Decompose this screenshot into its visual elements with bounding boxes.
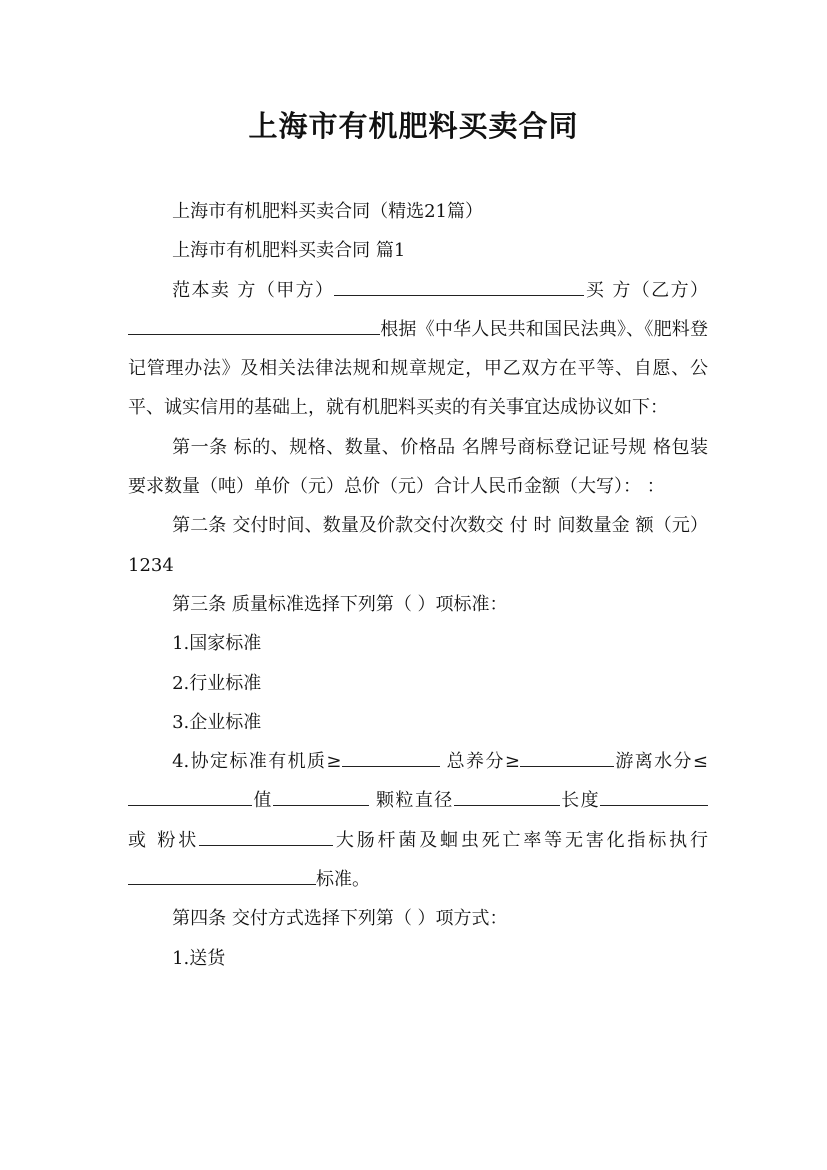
preamble-text: 根据《中华人民共和国民法典》、《肥料登记管理办法》及相关法律法规和规章规定，甲乙双方在平等、自愿、公平、诚实信用的基础上，就有机肥料买卖的有关事宜达成协议如下： (128, 318, 708, 419)
quality-option-2: 2.行业标准 (172, 672, 262, 694)
powder-label: 或 粉状 (128, 829, 200, 851)
powder-blank (199, 826, 333, 846)
document-body (128, 192, 708, 978)
particle-diameter-label: 颗粒直径 (368, 790, 454, 812)
harmless-index-label: 大肠杆菌及蛔虫死亡率等无害化指标执行 (333, 829, 708, 851)
total-nutrient-label: 总养分≥ (439, 751, 520, 773)
particle-diameter-blank (454, 787, 560, 807)
length-blank (600, 787, 708, 807)
preamble-paragraph (128, 271, 708, 428)
organic-matter-blank (342, 747, 440, 767)
length-label: 长度 (559, 790, 600, 812)
organic-matter-label: 4.协定标准有机质≥ (172, 751, 342, 773)
free-water-label: 游离水分≤ (613, 751, 708, 773)
standard-suffix: 标准。 (316, 869, 370, 891)
free-water-blank (128, 787, 252, 807)
quality-option-1: 1.国家标准 (172, 633, 262, 655)
document-title: 上海市有机肥料买卖合同 (248, 109, 579, 143)
buyer-blank (128, 315, 380, 335)
article-4: 第四条 交付方式选择下列第（ ）项方式： (172, 908, 508, 930)
quality-option-4 (128, 742, 708, 899)
quality-option-3: 3.企业标准 (172, 711, 262, 733)
harmless-standard-blank (128, 865, 316, 885)
section-heading: 上海市有机肥料买卖合同 篇1 (172, 240, 406, 262)
value-blank (273, 787, 369, 807)
article-3: 第三条 质量标准选择下列第（ ）项标准： (172, 593, 508, 615)
seller-label: 范本卖 方（甲方） (172, 279, 335, 301)
document-subtitle: 上海市有机肥料买卖合同（精选21篇） (172, 201, 483, 222)
article-1: 第一条 标的、规格、数量、价格品 名牌号商标登记证号规 格包装要求数量（吨）单价（元）总价（元）合计人民币金额（大写）： ： (128, 436, 708, 498)
article-2: 第二条 交付时间、数量及价款交付次数交 付 时 间数量金 额（元）1234 (128, 515, 708, 576)
seller-blank (334, 276, 584, 296)
value-label: 值 (252, 790, 273, 812)
delivery-option-1: 1.送货 (172, 947, 226, 969)
total-nutrient-blank (520, 747, 614, 767)
buyer-label: 买 方（乙方） (584, 279, 708, 301)
